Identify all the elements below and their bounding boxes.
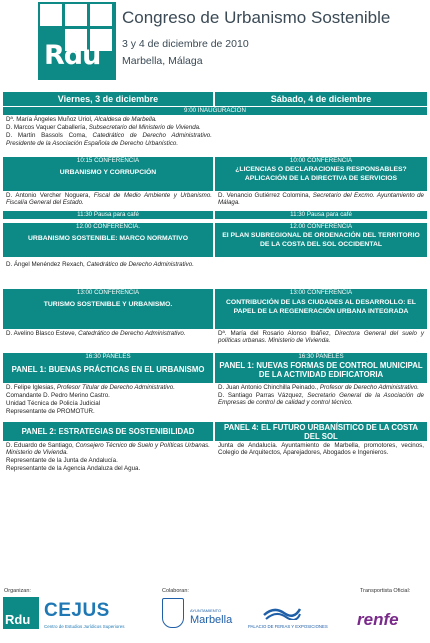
day-saturday: Sábado, 4 de diciembre [215, 92, 427, 106]
conf3-body-row [3, 329, 427, 347]
panel2-left-speakers: D. Eduardo de Santiago, Consejero Técnico de Suelo y Políticas Urbanas. Ministerio de Vivienda. Representante de la Junta de Andalucía. Representante de la Agencia Andaluza del Agua. [6, 441, 210, 472]
conf3-row [3, 289, 427, 329]
conf1-right-speaker: D. Venancio Gutiérrez Colomina, Secretario del Excmo. Ayuntamiento de Málaga. [218, 191, 424, 206]
marbella-small-text: AYUNTAMIENTO [190, 608, 222, 613]
event-dates: 3 y 4 de diciembre de 2010 [122, 38, 249, 50]
conf3-left-speaker: D. Avelino Blasco Esteve, Catedrático de Derecho Administrativo. [6, 329, 186, 337]
event-place: Marbella, Málaga [122, 55, 203, 67]
cejus-logo: CEJUS [44, 600, 110, 621]
conf1-left-header: 10:15 CONFERENCIA URBANISMO Y CORRUPCIÓN [3, 157, 215, 191]
rdu-logo [38, 2, 116, 80]
pausa-left: 11:30 Pausa para café [3, 211, 215, 219]
marbella-logo: Marbella [190, 614, 233, 626]
paneles2-row [3, 422, 427, 441]
conf1-left-speaker: D. Antonio Vercher Noguera, Fiscal de Medio Ambiente y Urbanismo. Fiscalía General del Estado. [6, 191, 212, 206]
rdu-footer-logo: Rdu [3, 597, 39, 629]
cejus-subtitle: Centro de Estudios Jurídicos Superiores [44, 624, 125, 629]
panel4-right-text: Junta de Andalucía. Ayuntamiento de Marbella, promotores, vecinos, Colegio de Arquitectos, Aparejadores, Abogados e Ingenieros. [218, 441, 424, 456]
pausa-row [3, 211, 427, 219]
page-title: Congreso de Urbanismo Sostenible [122, 8, 391, 27]
panel1-left-speakers: D. Felipe Iglesias, Profesor Titular de Derecho Administrativo. Comandante D. Pedro Merino Castro. Unidad Técnica de Policía Judicial Representante de PROMOTUR. [6, 383, 175, 415]
panel1-left-header: 16:30 PANELES PANEL 1: BUENAS PRÁCTICAS EN EL URBANISMO [3, 353, 215, 383]
conf2-right-header: 12.00 CONFERENCIA El PLAN SUBREGIONAL DE ORDENACIÓN DEL TERRITORIO DE LA COSTA DEL SOL OCCIDENTAL [215, 223, 427, 257]
panel4-right-header: PANEL 4: EL FUTURO URBANÍSITICO DE LA COSTA DEL SOL [215, 422, 427, 441]
day-header-row [3, 92, 427, 106]
inauguracion-band: 9:00 INAUGURACIÓN [3, 107, 427, 115]
colaboran-label: Colaboran: [162, 588, 189, 594]
palacio-logo: PALACIO DE FERIAS Y EXPOSICIONES [248, 624, 328, 629]
footer [0, 584, 430, 643]
panel1-right-speakers: D. Juan Antonio Chinchilla Peinado., Profesor de Derecho Administrativo. D. Santiago Parras Vázquez, Secretario General de la Asociación de Empresas de control de calidad y control técnico. [218, 383, 424, 406]
renfe-logo: renfe [357, 610, 399, 629]
conf2-left-speaker: D. Ángel Menéndez Rexach, Catedrático de Derecho Administrativo. [6, 260, 194, 268]
panel1-right-header: 16:30 PANELES PANEL 1: NUEVAS FORMAS DE CONTROL MUNICIPAL DE LA ACTIVIDAD EDIFICATORIA [215, 353, 427, 383]
logo-text: Rdu [44, 40, 101, 71]
conf3-left-header: 13:00 CONFERENCIA TURISMO SOSTENIBLE Y URBANISMO. [3, 289, 215, 329]
organizan-label: Organizan: [4, 588, 31, 594]
panel2-left-header: PANEL 2: ESTRATEGIAS DE SOSTENIBILIDAD [3, 422, 215, 441]
conf3-right-header: 13:00 CONFERENCIA CONTRIBUCIÓN DE LAS CIUDADES AL DESARROLLO: EL PAPEL DE LA REGENERACIÓN URBANA INTEGRADA [215, 289, 427, 329]
conf1-right-header: 10:00 CONFERENCIA ¿LICENCIAS O DECLARACIONES RESPONSABLES? APLICACIÓN DE LA DIRECTIVA DE SERVICIOS [215, 157, 427, 191]
marbella-crest-icon [162, 598, 184, 628]
palacio-wave-icon [262, 604, 302, 620]
conf1-row [3, 157, 427, 191]
day-friday: Viernes, 3 de diciembre [3, 92, 215, 106]
conf2-body-row [3, 257, 427, 285]
conf2-left-header: 12.00 CONFERENCIA. URBANISMO SOSTENIBLE: MARCO NORMATIVO [3, 223, 215, 257]
program-grid [3, 92, 427, 475]
conf2-row [3, 223, 427, 257]
conf1-body-row [3, 191, 427, 209]
transportista-label: Transportista Oficial: [360, 588, 411, 594]
paneles1-body-row [3, 383, 427, 418]
conf3-right-speaker: Dª. María del Rosario Alonso Ibáñez, Directora General del suelo y políticas urbanas. Ministerio de Vivienda. [218, 329, 424, 344]
paneles1-row [3, 353, 427, 383]
paneles2-body-row [3, 441, 427, 476]
header [0, 0, 430, 88]
conf2-right-speaker [215, 257, 427, 285]
pausa-right: 11:30 Pausa para café [215, 211, 427, 219]
inauguracion-speakers: Dª. María Ángeles Muñoz Uriol, Alcaldesa de Marbella. D. Marcos Vaquer Caballería, Subsecretario del Ministerio de Vivienda. D. Martín Bassols Coma, Catedrático de Derecho Administrativo. Presidente de la Asociación Española de Derecho Urbanístico. [6, 116, 212, 147]
